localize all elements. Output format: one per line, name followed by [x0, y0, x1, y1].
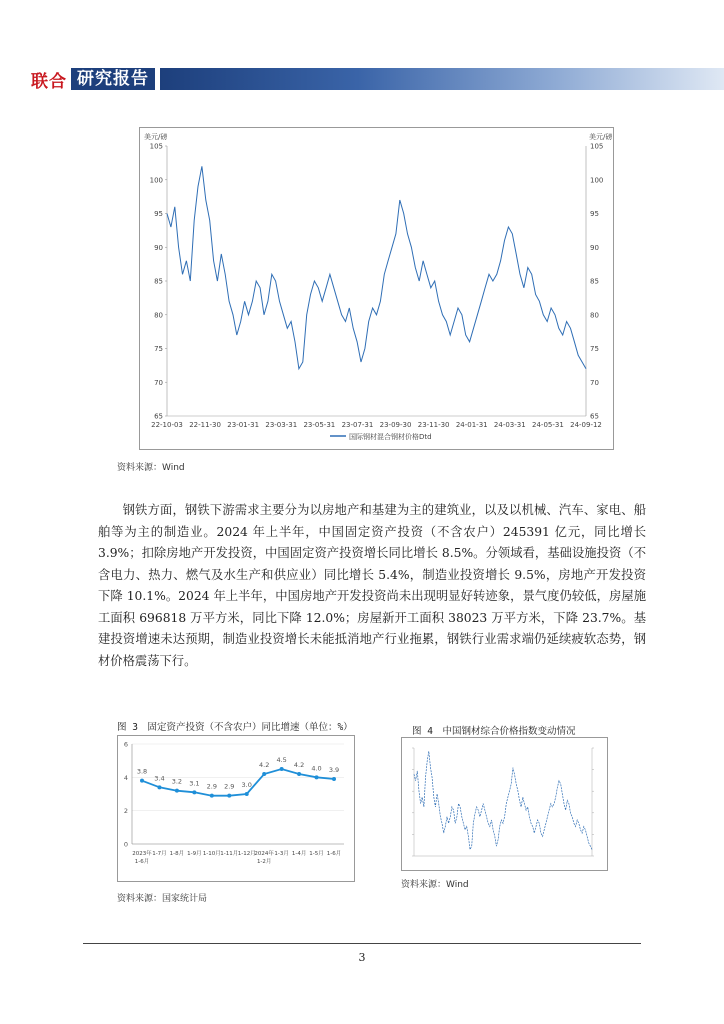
x-tick-label: 1-9月 [187, 851, 202, 857]
page-number: 3 [358, 951, 366, 964]
data-label: 3.9 [328, 766, 340, 774]
y-axis-unit-left: 美元/磅 [144, 133, 168, 141]
x-tick-label: 1-6月 [326, 851, 342, 857]
y-tick-label-right: 80 [590, 311, 599, 320]
y-tick-label-right: 65 [590, 412, 599, 421]
y-tick-label: 4 [123, 773, 128, 782]
data-label: 4.2 [293, 761, 305, 769]
x-tick-label: 23-05-31 [303, 421, 336, 429]
body-paragraph: 钢铁方面，钢铁下游需求主要分为以房地产和基建为主的建筑业，以及以机械、汽车、家电、船舶等为主的制造业。2024 年上半年，中国固定资产投资（不含农户）245391 亿元，同比增长 3.9%；扣除房地产开发投资，中国固定资产投资增长同比增长 8.5%。分领域看，基础设施投资（不含电力、热力、燃气及水生产和供应业）同比增长 5.4%，制造业投资增长 9.5%，房地产开发投资下降 10.1%。2024 年上半年，中国房地产开发投资尚未出现明显好转迹象，景气度仍较低，房屋施工面积 696818 万平方米，同比下降 12.0%；房屋新开工面积 38023 万平方米，下降 23.7%。基建投资增速未达预期，制造业投资增长未能抵消地产行业拖累，钢铁行业需求端仍延续疲软态势，钢材价格震荡下行。 [98, 503, 646, 668]
data-label: 3.8 [136, 767, 148, 776]
data-point [245, 792, 249, 796]
x-tick-label: 23-01-31 [227, 421, 260, 429]
data-label: 3.2 [171, 777, 183, 786]
data-label: 4.5 [276, 756, 287, 764]
y-tick-label: 0 [123, 840, 128, 849]
data-point [192, 790, 196, 794]
y-tick-label-left: 95 [154, 210, 163, 218]
chart-2-svg [118, 736, 354, 881]
x-tick-label: 2024年 1-2月 [254, 851, 274, 865]
footer-divider [83, 943, 641, 944]
x-tick-label: 1-3月 [274, 851, 289, 857]
x-tick-label: 1-7月 [152, 851, 167, 857]
data-label: 3.4 [154, 774, 165, 783]
data-label: 2.9 [224, 782, 235, 791]
y-tick-label-right: 95 [590, 210, 599, 218]
y-tick-label-left: 75 [154, 345, 163, 353]
y-tick-label: 2 [123, 807, 128, 816]
data-point [227, 794, 231, 798]
y-tick-label-left: 85 [154, 277, 163, 286]
y-tick-label: 6 [123, 740, 128, 749]
brand-subtitle: 研究报告 [71, 68, 155, 90]
data-point [157, 785, 161, 789]
x-tick-label: 23-03-31 [265, 421, 298, 429]
header-band [160, 68, 724, 90]
data-point [262, 772, 266, 776]
data-point [332, 777, 336, 781]
price-series-line [167, 166, 586, 368]
index-series-line [414, 751, 592, 849]
y-tick-label-left: 105 [149, 142, 163, 151]
data-label: 2.9 [206, 782, 217, 791]
chart-1-svg [140, 128, 613, 449]
x-tick-label: 24-09-12 [570, 421, 602, 429]
data-point [210, 794, 214, 798]
y-tick-label-right: 100 [590, 176, 604, 185]
y-tick-label-left: 65 [154, 412, 163, 421]
chart-3-svg [402, 738, 607, 870]
chart-1-source: 资料来源：Wind [117, 463, 185, 473]
x-tick-label: 22-10-03 [151, 421, 183, 429]
y-tick-label-left: 80 [154, 311, 163, 320]
y-tick-label-right: 75 [590, 345, 599, 353]
data-point [315, 775, 319, 779]
y-axis-unit-right: 美元/磅 [589, 133, 613, 141]
data-point [175, 789, 179, 793]
y-tick-label-right: 70 [590, 378, 599, 387]
y-tick-label-right: 90 [590, 243, 599, 252]
x-tick-label: 23-07-31 [341, 421, 374, 429]
legend-label: 国际钢材混合钢材价格Dtd [349, 433, 432, 441]
chart-2-source: 资料来源：国家统计局 [117, 894, 208, 904]
data-point [297, 772, 301, 776]
figure-4-title: 图 4 中国钢材综合价格指数变动情况 [412, 726, 576, 737]
x-tick-label: 24-05-31 [532, 421, 564, 429]
data-label: 4.2 [259, 761, 270, 769]
x-tick-label: 1-11月 [220, 851, 239, 857]
chart-2-frame [117, 735, 355, 882]
x-tick-label: 1-5月 [309, 851, 324, 857]
x-tick-label: 22-11-30 [189, 421, 221, 429]
y-tick-label-right: 85 [590, 277, 599, 286]
x-tick-label: 1-4月 [291, 851, 307, 857]
x-tick-label: 1-12月 [237, 851, 256, 857]
brand-logo [31, 68, 155, 90]
x-tick-label: 24-01-31 [455, 421, 488, 429]
x-tick-label: 23-11-30 [417, 421, 450, 429]
x-tick-label: 1-8月 [169, 851, 185, 857]
y-tick-label-right: 105 [590, 142, 604, 151]
x-tick-label: 2023年 1-6月 [132, 851, 152, 865]
figure-3-title: 图 3 固定资产投资（不含农户）同比增速（单位：%） [117, 722, 353, 733]
data-point [280, 767, 284, 771]
x-tick-label: 23-09-30 [379, 421, 412, 429]
y-tick-label-left: 70 [154, 378, 163, 387]
chart-3-source: 资料来源：Wind [401, 880, 469, 890]
data-label: 4.0 [311, 764, 322, 773]
data-label: 3.0 [241, 781, 252, 789]
data-label: 3.1 [189, 779, 200, 788]
brand-name: 联合 [31, 71, 67, 92]
x-tick-label: 24-03-31 [493, 421, 526, 429]
y-tick-label-left: 100 [149, 176, 163, 185]
y-tick-label-left: 90 [154, 243, 163, 252]
data-point [140, 779, 144, 783]
x-tick-label: 1-10月 [202, 851, 221, 857]
chart-3-frame [401, 737, 608, 871]
chart-1-frame [139, 127, 614, 450]
